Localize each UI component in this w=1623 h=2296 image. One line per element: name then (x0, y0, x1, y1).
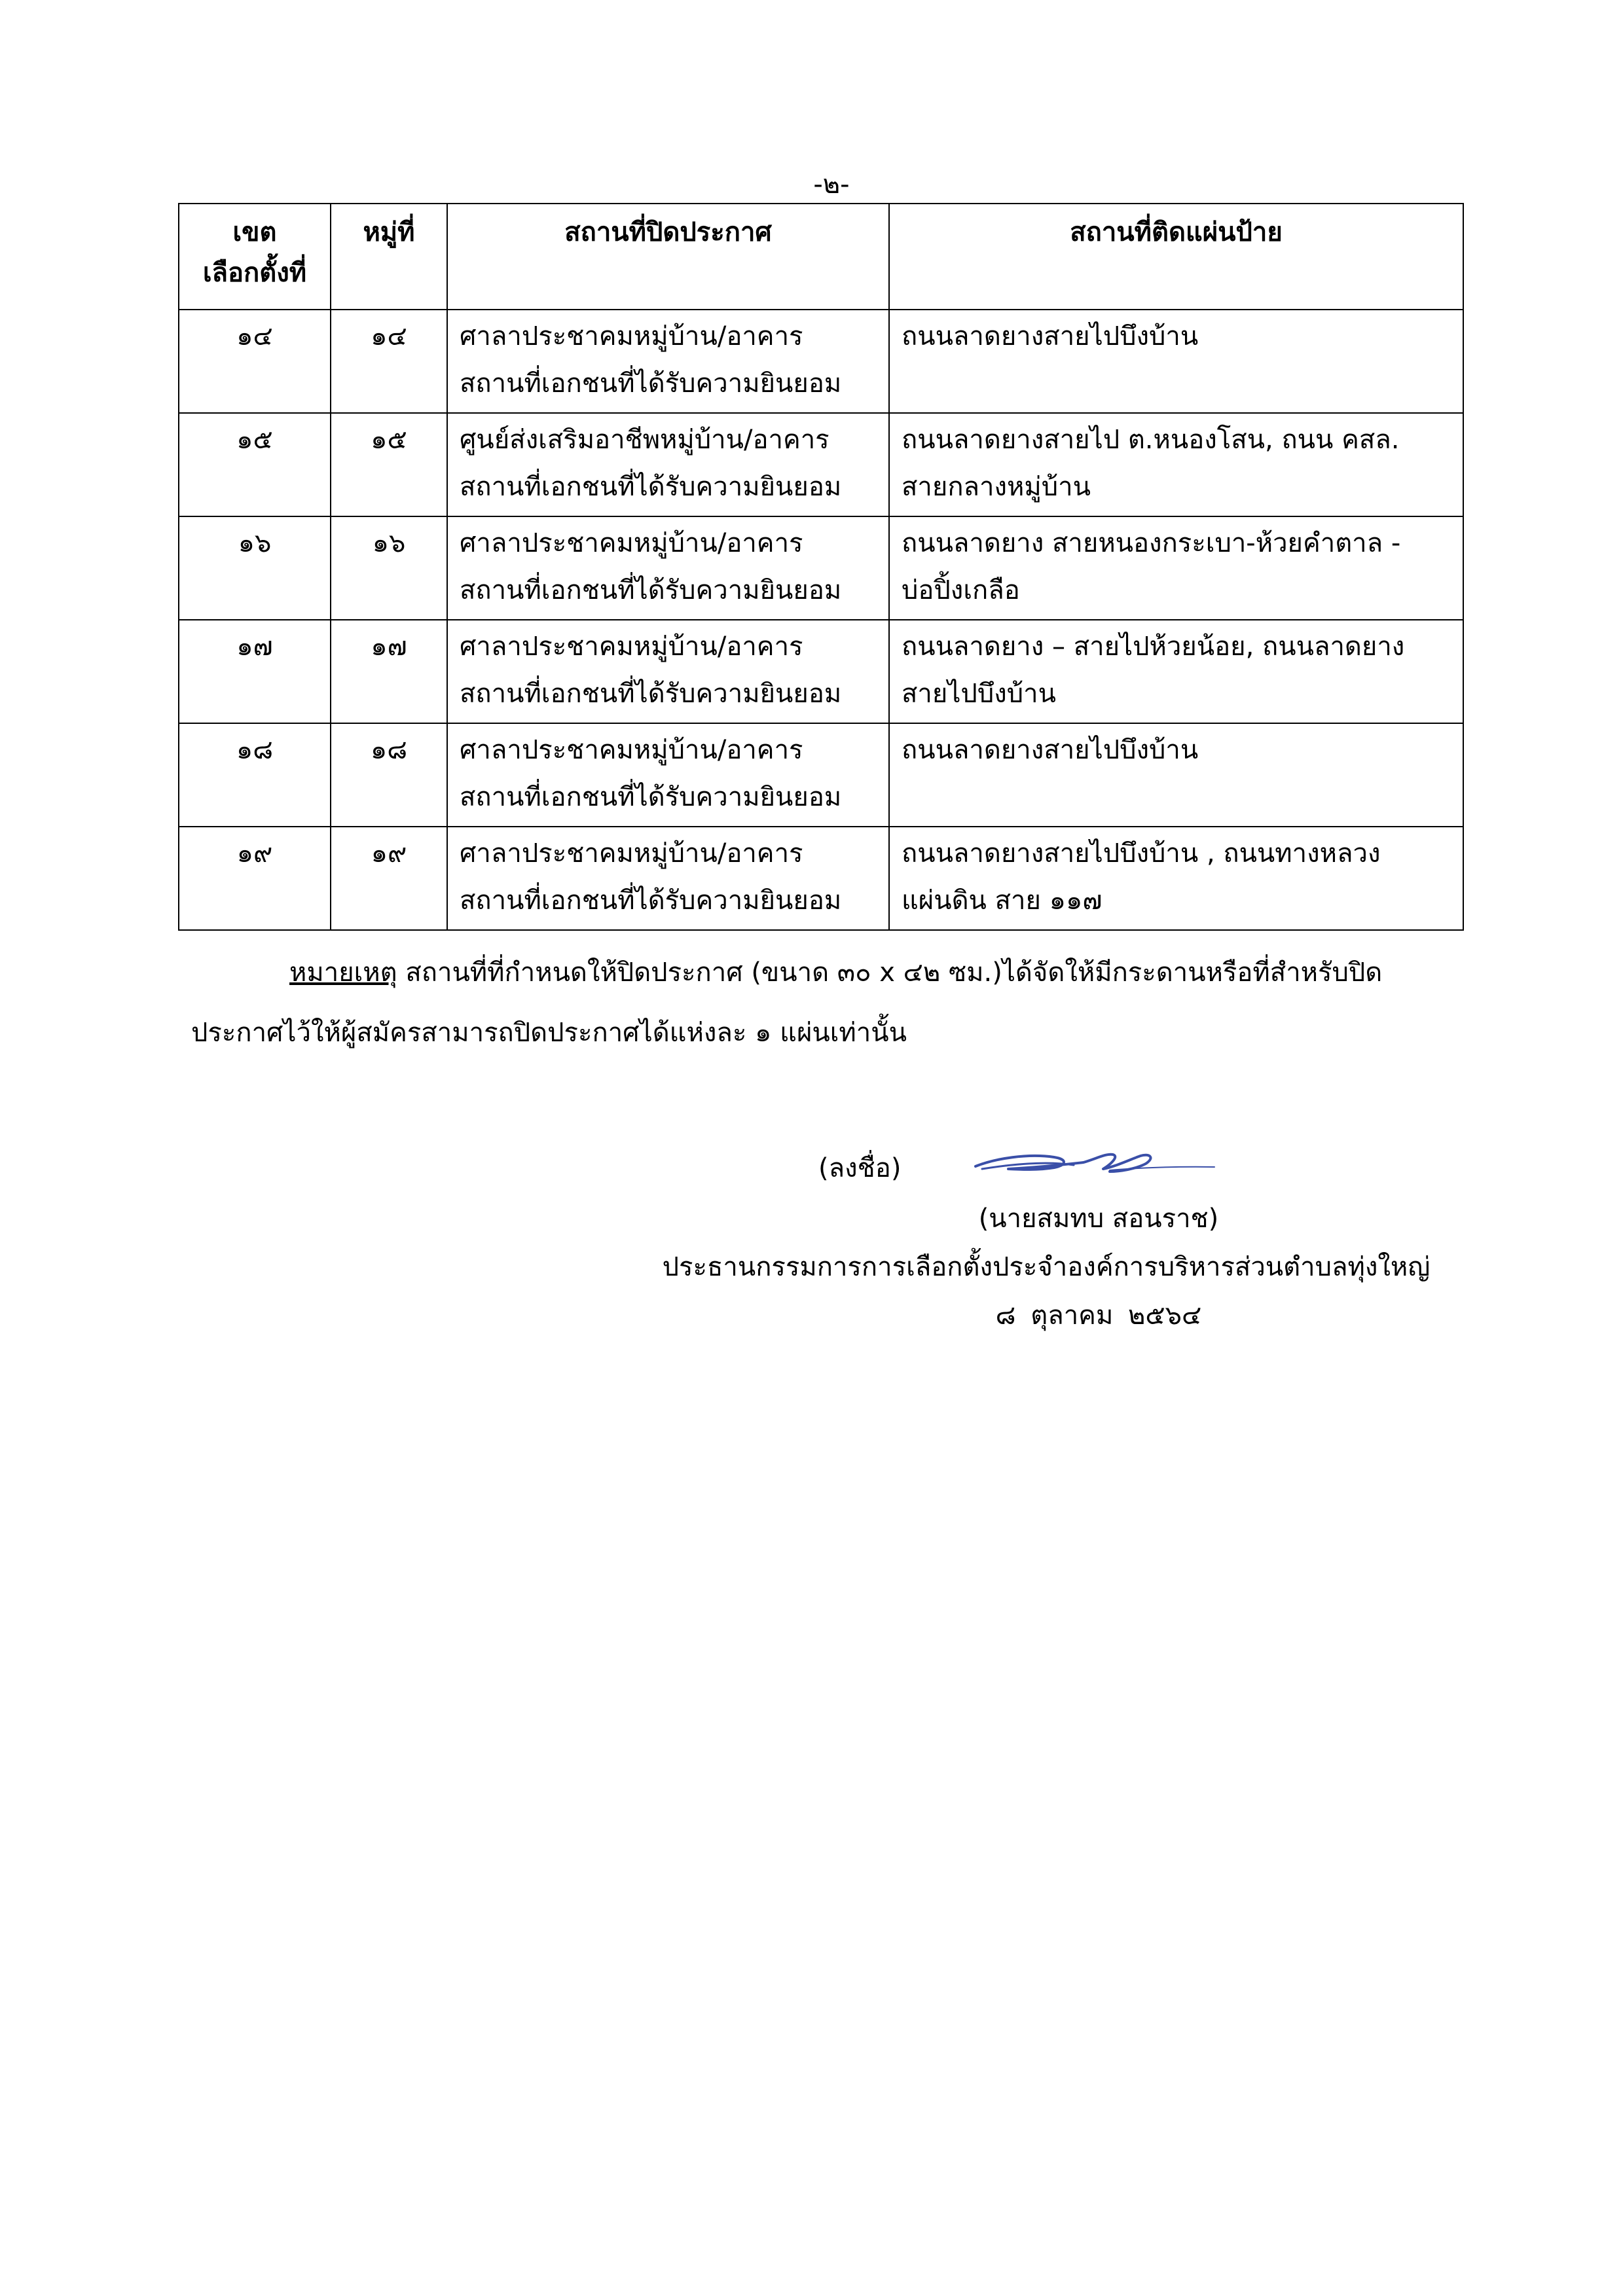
cell-district: ๑๙ (179, 827, 331, 930)
header-village: หมู่ที่ (331, 204, 447, 310)
signer-name: (นายสมทบ สอนราช) (978, 1204, 1219, 1234)
signature-label: (ลงชื่อ) (818, 1153, 902, 1183)
cell-sign-place: ถนนลาดยางสายไปบึงบ้าน , ถนนทางหลวง แผ่นดิน สาย ๑๑๗ (889, 827, 1463, 930)
cell-announcement-place: ศูนย์ส่งเสริมอาชีพหมู่บ้าน/อาคาร สถานที่เอกชนที่ได้รับความยินยอม (447, 413, 889, 516)
signer-position: ประธานกรรมการการเลือกตั้งประจำองค์การบริหารส่วนตำบลทุ่งใหญ่ (662, 1252, 1431, 1282)
cell-village: ๑๙ (331, 827, 447, 930)
header-sign-place: สถานที่ติดแผ่นป้าย (889, 204, 1463, 310)
cell-village: ๑๔ (331, 310, 447, 413)
cell-sign-place: ถนนลาดยาง สายหนองกระเบา-ห้วยคำตาล - บ่อปิ้งเกลือ (889, 516, 1463, 620)
cell-announcement-place: ศาลาประชาคมหมู่บ้าน/อาคาร สถานที่เอกชนที่ได้รับความยินยอม (447, 516, 889, 620)
header-announcement-place: สถานที่ปิดประกาศ (447, 204, 889, 310)
table-row (179, 827, 1463, 930)
remark-text: สถานที่ที่กำหนดให้ปิดประกาศ (ขนาด ๓๐ x ๔๒ ซม.)ได้จัดให้มีกระดานหรือที่สำหรับปิดประกาศไว้ให้ผู้สมัครสามารถปิดประกาศได้แห่งละ ๑ แผ่นเท่านั้น (191, 958, 1383, 1048)
cell-sign-place: ถนนลาดยาง – สายไปห้วยน้อย, ถนนลาดยาง สายไปบึงบ้าน (889, 620, 1463, 723)
cell-village: ๑๗ (331, 620, 447, 723)
cell-district: ๑๕ (179, 413, 331, 516)
table-row (179, 516, 1463, 620)
table-row (179, 620, 1463, 723)
cell-village: ๑๕ (331, 413, 447, 516)
cell-district: ๑๗ (179, 620, 331, 723)
cell-announcement-place: ศาลาประชาคมหมู่บ้าน/อาคาร สถานที่เอกชนที่ได้รับความยินยอม (447, 723, 889, 827)
remark-label: หมายเหตุ (289, 958, 397, 988)
remark-paragraph (191, 942, 1455, 1063)
cell-sign-place: ถนนลาดยางสายไปบึงบ้าน (889, 723, 1463, 827)
table-row (179, 723, 1463, 827)
table-row (179, 413, 1463, 516)
cell-sign-place: ถนนลาดยางสายไปบึงบ้าน (889, 310, 1463, 413)
signature-block (629, 1194, 1464, 1340)
header-district: เขต เลือกตั้งที่ (179, 204, 331, 310)
cell-announcement-place: ศาลาประชาคมหมู่บ้าน/อาคาร สถานที่เอกชนที่ได้รับความยินยอม (447, 620, 889, 723)
cell-district: ๑๘ (179, 723, 331, 827)
cell-district: ๑๔ (179, 310, 331, 413)
page-number: -๒- (813, 170, 850, 200)
signature-date: ๘ ตุลาคม ๒๕๖๔ (995, 1300, 1202, 1331)
cell-sign-place: ถนนลาดยางสายไป ต.หนองโสน, ถนน คสล. สายกลางหมู่บ้าน (889, 413, 1463, 516)
cell-announcement-place: ศาลาประชาคมหมู่บ้าน/อาคาร สถานที่เอกชนที่ได้รับความยินยอม (447, 827, 889, 930)
handwritten-signature (969, 1139, 1218, 1185)
cell-district: ๑๖ (179, 516, 331, 620)
table-header-row (179, 204, 1463, 310)
cell-village: ๑๖ (331, 516, 447, 620)
table-row (179, 310, 1463, 413)
announcement-places-table (178, 203, 1464, 931)
cell-announcement-place: ศาลาประชาคมหมู่บ้าน/อาคาร สถานที่เอกชนที่ได้รับความยินยอม (447, 310, 889, 413)
cell-village: ๑๘ (331, 723, 447, 827)
